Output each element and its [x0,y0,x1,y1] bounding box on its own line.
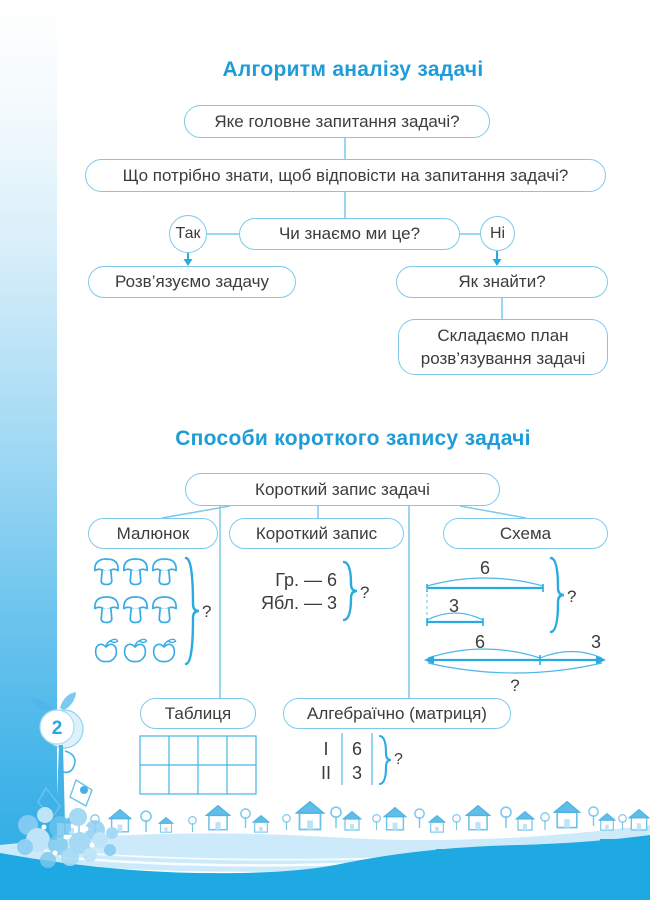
apple-icon [125,639,147,661]
scheme-top-whole-label: 6 [479,558,490,578]
plan-line-2: розв’язування задачі [420,349,586,368]
flow-node-do-we-know: Чи знаємо ми це? [239,218,460,250]
node-scheme: Схема [443,518,608,549]
mushroom-icon [124,559,147,585]
matrix-row1-label: I [323,739,329,759]
scheme-bottom-left-label: 6 [474,632,485,652]
picture-example [95,559,176,662]
curly-braces [186,558,564,784]
brace-scheme [551,558,564,632]
apple-icon [96,639,118,661]
scheme-bottom-right-label: 3 [590,632,601,652]
matrix-row1-value: 6 [351,739,362,759]
scheme-question-mark: ? [567,587,577,606]
brace-matrix [380,736,391,784]
section-title-short-record: Способи короткого запису задачі [175,427,531,450]
scheme-top-part-label: 3 [448,596,459,616]
scheme-example [424,578,606,673]
brace-short-note [344,562,357,620]
node-table: Таблиця [140,698,256,729]
picture-question-mark: ? [202,602,212,621]
flow-node-no: Ні [480,216,515,251]
short-note-line-2: Ябл. — 3 [260,593,337,613]
flow-node-need-to-know: Що потрібно знати, щоб відповісти на запитання задачі? [85,159,606,192]
flow-node-plan [398,319,608,375]
flow-node-main-question: Яке головне запитання задачі? [184,105,490,138]
scheme-bottom-question-mark: ? [510,676,520,695]
short-note-question-mark: ? [360,583,370,602]
matrix-row2-label: II [320,763,331,783]
plan-line-1: Складаємо план [437,326,569,345]
mushroom-icon [153,559,176,585]
footer-decoration [0,785,650,900]
node-root-short-record: Короткий запис задачі [185,473,500,506]
node-algebraic: Алгебраїчно (матриця) [283,698,511,729]
leaf-icon [60,692,76,710]
node-picture: Малюнок [88,518,218,549]
village-silhouette [63,802,649,834]
flow-node-yes: Так [169,215,207,253]
matrix-row2-value: 3 [351,763,362,783]
node-short-note: Короткий запис [229,518,404,549]
mushroom-icon [124,597,147,623]
apple-icon [154,639,176,661]
algorithm-arrows [184,251,502,266]
leaf-icon [31,699,54,712]
mushroom-icon [153,597,176,623]
matrix-question-mark: ? [394,751,403,768]
brace-picture [186,558,199,664]
section-title-algorithm: Алгоритм аналізу задачі [222,58,484,81]
short-note-line-1: Гр. — 6 [275,570,337,590]
mushroom-icon [95,559,118,585]
page-number: 2 [51,718,63,739]
flow-node-how-to-find: Як знайти? [396,266,608,298]
swirl-decoration [63,751,75,772]
mushroom-icon [95,597,118,623]
flow-node-solve: Розв’язуємо задачу [88,266,296,298]
